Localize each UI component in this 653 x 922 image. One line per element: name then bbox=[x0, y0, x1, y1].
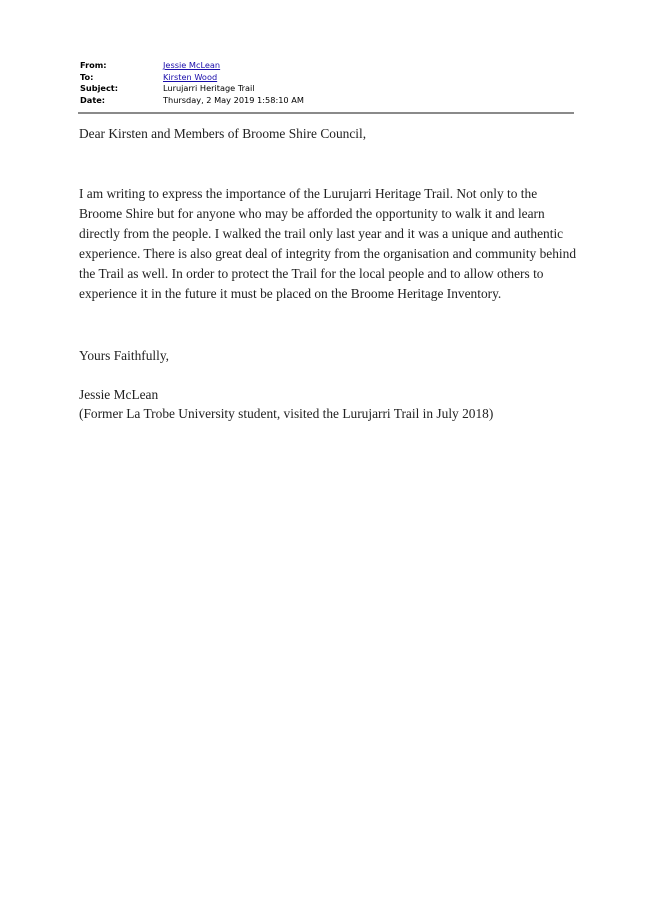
date-value: Thursday, 2 May 2019 1:58:10 AM bbox=[163, 94, 304, 105]
signature-note: (Former La Trobe University student, visited the Lurujarri Trail in July 2018) bbox=[79, 406, 494, 421]
to-row bbox=[80, 72, 574, 84]
body-paragraph: I am writing to express the importance of the Lurujarri Heritage Trail. Not only to the Broome Shire but for anyone who may be afforded the opportunity to walk it and learn directly from the people. I walked the trail only last year and it was a unique and authentic experience. There is also great deal of integrity from the organisation and community behind the Trail as well. In order to protect the Trail for the local people and to allow others to experience it in the future it must be placed on the Broome Heritage Inventory. bbox=[79, 186, 577, 301]
email-header bbox=[80, 60, 574, 106]
header-divider bbox=[78, 112, 574, 114]
date-row bbox=[80, 95, 574, 107]
subject-label: Subject: bbox=[80, 83, 118, 93]
date-label: Date: bbox=[80, 94, 106, 105]
from-row bbox=[80, 60, 574, 72]
to-label: To: bbox=[80, 71, 94, 82]
salutation: Dear Kirsten and Members of Broome Shire Council, bbox=[79, 126, 367, 141]
subject-value: Lurujarri Heritage Trail bbox=[163, 83, 255, 93]
email-body bbox=[79, 124, 579, 423]
closing: Yours Faithfully, bbox=[79, 348, 170, 363]
from-sender-link[interactable]: Jessie McLean bbox=[163, 60, 221, 70]
signature-name: Jessie McLean bbox=[79, 387, 159, 402]
from-label: From: bbox=[80, 60, 107, 70]
to-recipient-link[interactable]: Kirsten Wood bbox=[163, 71, 218, 82]
subject-row bbox=[80, 83, 574, 95]
